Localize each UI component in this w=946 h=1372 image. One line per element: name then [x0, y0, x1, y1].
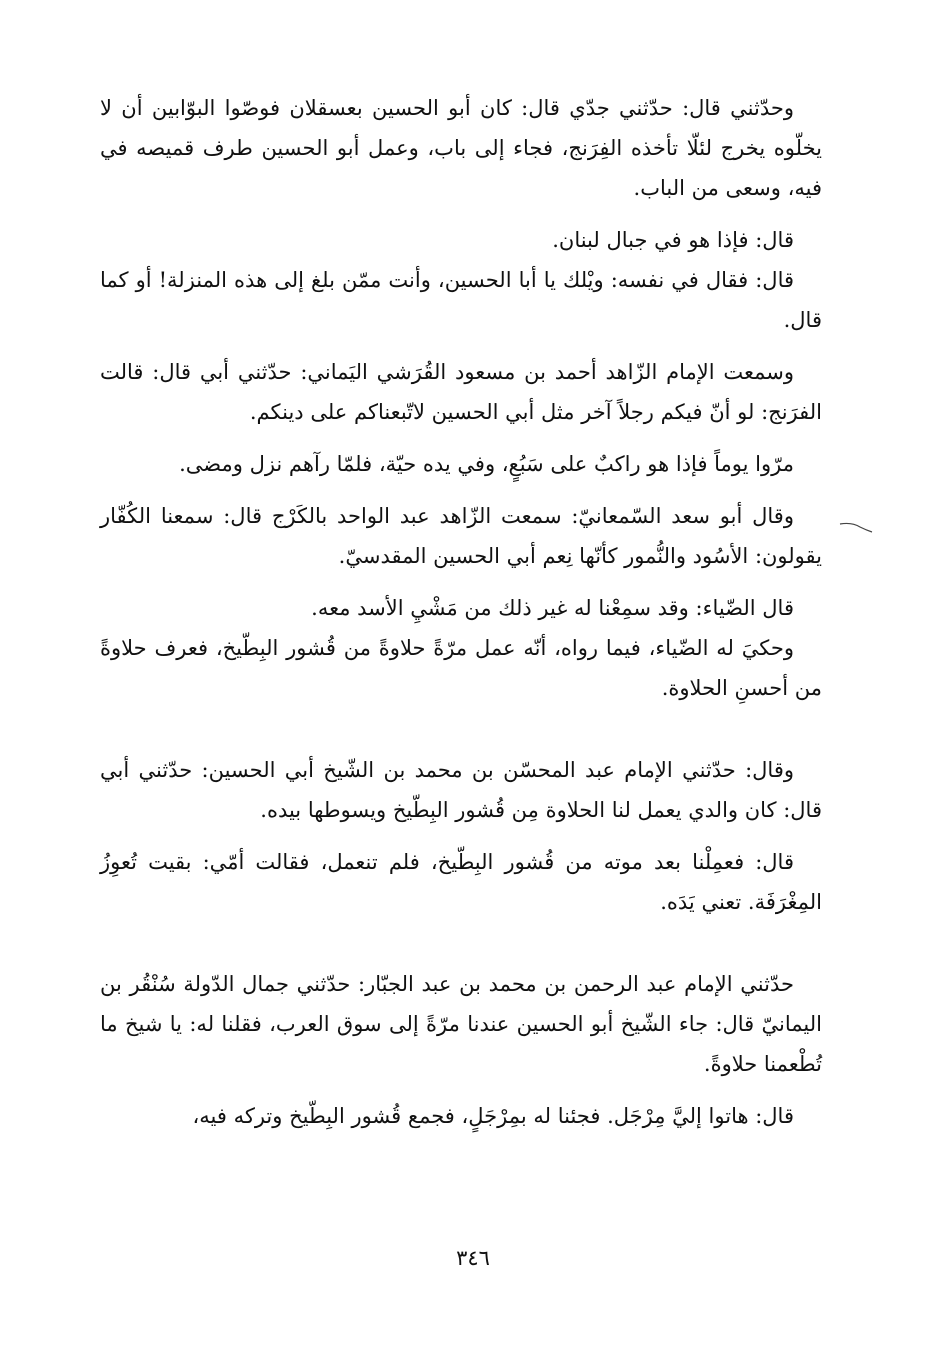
- paragraph-8: وحكيَ له الضّياء، فيما رواه، أنّه عمل مرّةً حلاوةً من قُشور البِطّيخ، فعرف حلاوةً من أحسنِ الحلاوة.: [100, 636, 822, 700]
- paragraph-3: قال: فقال في نفسه: ويْلك يا أبا الحسين، وأنت ممّن بلغ إلى هذه المنزلة! أو كما قال.: [100, 268, 822, 332]
- paragraph-7: قال الضّياء: وقد سمِعْنا له غير ذلك من مَشْيِ الأسد معه.: [311, 596, 794, 620]
- margin-mark: [838, 518, 874, 536]
- page-text: [100, 88, 822, 1136]
- paragraph-4: وسمعت الإمام الزّاهد أحمد بن مسعود القُرَشي اليَماني: حدّثني أبي قال: قالت الفرَنج: لو أنّ فيكم رجلاً آخر مثل أبي الحسين لاتّبعناكم على دينكم.: [100, 360, 822, 424]
- page-number: ٣٤٦: [456, 1246, 490, 1270]
- paragraph-6: وقال أبو سعد السّمعانيّ: سمعت الزّاهد عبد الواحد بالكَرْج قال: سمعنا الكُفّار يقولون: الأسُود والنُّمور كأنّها نِعم أبي الحسين المقدسيّ.: [100, 504, 822, 568]
- paragraph-1: وحدّثني قال: حدّثني جدّي قال: كان أبو الحسين بعسقلان فوصّوا البوّابين أن لا يخلّوه يخرج لئلّا تأخذه الفِرَنج، فجاء إلى باب، وعمل أبو الحسين طرف قميصه في فيه، وسعى من الباب.: [100, 96, 822, 200]
- paragraph-9: وقال: حدّثني الإمام عبد المحسّن بن محمد بن الشّيخ أبي الحسين: حدّثني أبي قال: كان والدي يعمل لنا الحلاوة مِن قُشور البِطّيخ ويسوطها بيده.: [100, 758, 822, 822]
- paragraph-10: قال: فعمِلْنا بعد موته من قُشور البِطّيخ، فلم تنعمل، فقالت أمّي: بقيت تُعوِزُ المِغْرَفَة. تعني يَدَه.: [100, 850, 822, 914]
- paragraph-5: مرّوا يوماً فإذا هو راكبٌ على سَبُعٍ، وفي يده حيّة، فلمّا رآهم نزل ومضى.: [179, 452, 794, 476]
- paragraph-2: قال: فإذا هو في جبال لبنان.: [552, 228, 794, 252]
- paragraph-12: قال: هاتوا إليَّ مِرْجَل. فجئنا له بمِرْجَلٍ، فجمع قُشور البِطّيخ وتركه فيه،: [192, 1104, 794, 1128]
- paragraph-11: حدّثني الإمام عبد الرحمن بن محمد بن عبد الجبّار: حدّثني جمال الدّولة سُنْقُر بن اليمانيّ قال: جاء الشّيخ أبو الحسين عندنا مرّةً إلى سوق العرب، فقلنا له: يا شيخ ما تُطْعمنا حلاوةً.: [100, 972, 822, 1076]
